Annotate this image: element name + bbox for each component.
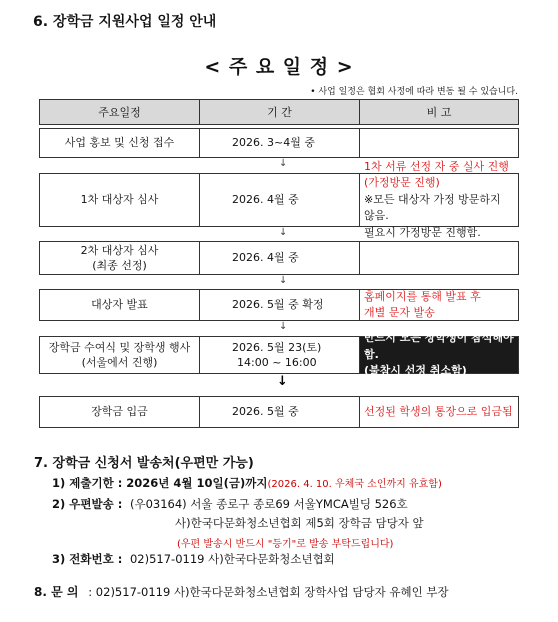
row-remark xyxy=(360,242,518,274)
schedule-main-title: < 주 요 일 정 > xyxy=(204,56,354,78)
flow-arrow: ↓ xyxy=(277,374,288,389)
section8-label: 8. 문 의 xyxy=(34,585,79,599)
table-header xyxy=(39,99,519,125)
mail-address-1: (우03164) 서울 종로구 종로69 서울YMCA빌딩 526호 xyxy=(129,497,408,511)
schedule-table xyxy=(39,99,519,429)
row-period-line1: 2026. 5월 23(토) xyxy=(232,340,322,354)
remark-line: (가정방문 진행) xyxy=(364,176,440,190)
row-item-line2: (서울에서 진행) xyxy=(81,356,158,369)
table-row xyxy=(39,396,519,428)
row-remark xyxy=(360,129,518,157)
row-item xyxy=(40,337,200,373)
row-period: 2026. 3~4월 중 xyxy=(200,129,360,157)
row-item-line1: 2차 대상자 심사 xyxy=(80,243,159,257)
row-remark xyxy=(360,331,518,378)
flow-arrow: ↓ xyxy=(279,275,288,286)
row-period: 2026. 4월 중 xyxy=(200,242,360,274)
row-item-line1: 장학금 수여식 및 장학생 행사 xyxy=(48,340,191,354)
row-period-line2: 14:00 ~ 16:00 xyxy=(237,356,317,369)
row-period: 2026. 5월 중 xyxy=(200,397,360,427)
header-period: 기 간 xyxy=(200,100,360,124)
row-remark xyxy=(360,159,518,239)
remark-line: 1차 서류 선정 자 중 실사 진행 xyxy=(364,159,509,173)
phone-value: 02)517-0119 사)한국다문화청소년협회 xyxy=(129,552,335,566)
mail-label: 2) 우편발송 : xyxy=(52,497,123,511)
deadline-label: 1) 제출기한 : 2026년 4월 10일(금)까지 xyxy=(52,476,268,490)
row-period xyxy=(200,337,360,373)
row-remark xyxy=(360,397,518,427)
mail-line xyxy=(52,496,408,512)
header-item: 주요일정 xyxy=(40,100,200,124)
row-item: 장학금 입금 xyxy=(40,397,200,427)
remark-line: 필요시 가정방문 진행함. xyxy=(364,225,481,239)
flow-arrow: ↓ xyxy=(279,321,288,332)
deadline-note: (2026. 4. 10. 우체국 소인까지 유효함) xyxy=(267,479,442,490)
schedule-change-note: • 사업 일정은 협회 사정에 따라 변동 될 수 있습니다. xyxy=(310,87,518,97)
table-row xyxy=(39,331,519,378)
remark-line: 반드시 모든 장학생이 참석해야 함. xyxy=(364,331,514,361)
section8-line xyxy=(34,583,449,600)
remark-line: 선정된 학생의 통장으로 입금됨 xyxy=(364,404,513,418)
section6-title: 6. 장학금 지원사업 일정 안내 xyxy=(33,14,217,30)
table-row xyxy=(39,289,519,321)
row-item: 1차 대상자 심사 xyxy=(40,174,200,226)
remark-line: 개별 문자 발송 xyxy=(364,306,435,319)
remark-line: ※모든 대상자 가정 방문하지 않음. xyxy=(364,192,501,223)
row-period: 2026. 5월 중 확정 xyxy=(200,290,360,320)
section7-title: 7. 장학금 신청서 발송처(우편만 가능) xyxy=(34,456,254,471)
flow-arrow: ↓ xyxy=(279,158,288,169)
mail-note: (우편 발송시 반드시 "등기"로 발송 부탁드립니다) xyxy=(177,539,394,550)
phone-label: 3) 전화번호 : xyxy=(52,552,123,566)
row-item xyxy=(40,242,200,274)
remark-line: 홈페이지를 통해 발표 후 xyxy=(364,289,481,303)
flow-arrow: ↓ xyxy=(279,227,288,238)
row-item-line2: (최종 선정) xyxy=(92,259,147,272)
phone-line xyxy=(52,551,335,567)
header-remark: 비 고 xyxy=(426,106,452,119)
table-row xyxy=(39,128,519,158)
row-item: 사업 홍보 및 신청 접수 xyxy=(40,129,200,157)
mail-address-2: 사)한국다문화청소년협회 제5회 장학금 담당자 앞 xyxy=(175,516,424,530)
row-remark xyxy=(360,290,518,320)
row-item: 대상자 발표 xyxy=(40,290,200,320)
row-period: 2026. 4월 중 xyxy=(200,174,360,226)
section8-value: : 02)517-0119 사)한국다문화청소년협회 장학사업 담당자 유혜인 부장 xyxy=(88,585,449,599)
deadline-line xyxy=(52,475,442,491)
table-row xyxy=(39,159,519,239)
table-row xyxy=(39,241,519,275)
remark-line: (불참시 선정 취소함) xyxy=(364,364,467,378)
